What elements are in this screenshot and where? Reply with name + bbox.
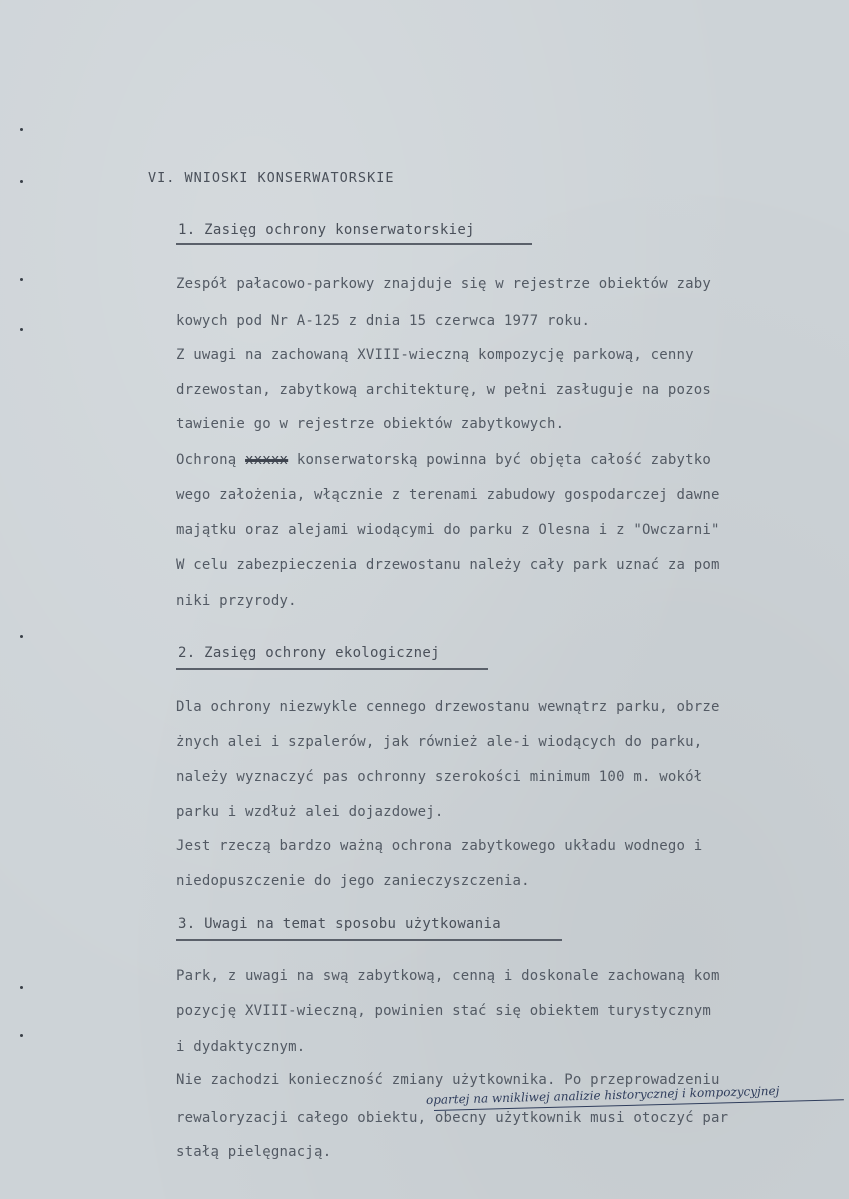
margin-dot — [20, 128, 23, 131]
section-2-line: niedopuszczenie do jego zanieczyszczenia. — [176, 873, 530, 889]
section-1-title: 1. Zasięg ochrony konserwatorskiej — [178, 222, 475, 238]
line-part: konserwatorską powinna być objęta całość zabytko — [288, 452, 711, 468]
section-3-line: i dydaktycznym. — [176, 1039, 306, 1055]
margin-dot — [20, 180, 23, 183]
section-3-underline — [176, 939, 562, 941]
section-3-title: 3. Uwagi na temat sposobu użytkowania — [178, 916, 501, 932]
section-1-line: kowych pod Nr A-125 z dnia 15 czerwca 1977 roku. — [176, 313, 591, 329]
section-1-line: wego założenia, włącznie z terenami zabudowy gospodarczej dawne — [176, 487, 720, 503]
margin-dot — [20, 328, 23, 331]
section-1-line: Zespół pałacowo-parkowy znajduje się w rejestrze obiektów zaby — [176, 276, 711, 292]
line-part: Ochroną — [176, 452, 246, 468]
section-1-line: tawienie go w rejestrze obiektów zabytkowych. — [176, 416, 565, 432]
handwritten-note: opartej na wnikliwej analizie historycznej i kompozycyjnej — [425, 1083, 780, 1107]
margin-dot — [20, 278, 23, 281]
section-1-line: drzewostan, zabytkową architekturę, w pełni zasługuje na pozos — [176, 382, 711, 398]
struck-word: xxxxx — [245, 452, 289, 468]
margin-dot — [20, 1034, 23, 1037]
section-1-line: majątku oraz alejami wiodącymi do parku z Olesna i z "Owczarni" — [176, 522, 720, 538]
section-1-line: W celu zabezpieczenia drzewostanu należy cały park uznać za pom — [176, 557, 720, 573]
section-3-line: pozycję XVIII-wieczną, powinien stać się obiektem turystycznym — [176, 1003, 711, 1019]
section-2-line: Jest rzeczą bardzo ważną ochrona zabytkowego układu wodnego i — [176, 838, 703, 854]
margin-dot — [20, 986, 23, 989]
section-2-line: żnych alei i szpalerów, jak również ale-i wiodących do parku, — [176, 734, 703, 750]
section-2-line: Dla ochrony niezwykle cennego drzewostanu wewnątrz parku, obrze — [176, 699, 720, 715]
section-1-underline — [176, 243, 532, 245]
section-1-line: Z uwagi na zachowaną XVIII-wieczną kompozycję parkową, cenny — [176, 347, 694, 363]
section-2-line: parku i wzdłuż alei dojazdowej. — [176, 804, 444, 820]
section-1-line-with-strike — [176, 452, 711, 468]
margin-dot — [20, 635, 23, 638]
section-3-line: stałą pielęgnacją. — [176, 1144, 332, 1160]
section-2-line: należy wyznaczyć pas ochronny szerokości minimum 100 m. wokół — [176, 769, 703, 785]
section-3-line: Park, z uwagi na swą zabytkową, cenną i doskonale zachowaną kom — [176, 968, 720, 984]
section-3-line: rewaloryzacji całego obiektu, obecny użytkownik musi otoczyć par — [176, 1110, 729, 1126]
section-1-line: niki przyrody. — [176, 593, 297, 609]
document-heading: VI. WNIOSKI KONSERWATORSKIE — [148, 170, 395, 186]
section-2-title: 2. Zasięg ochrony ekologicznej — [178, 645, 440, 661]
section-2-underline — [176, 668, 488, 670]
section-3-line: Nie zachodzi konieczność zmiany użytkownika. Po przeprowadzeniu — [176, 1072, 720, 1088]
